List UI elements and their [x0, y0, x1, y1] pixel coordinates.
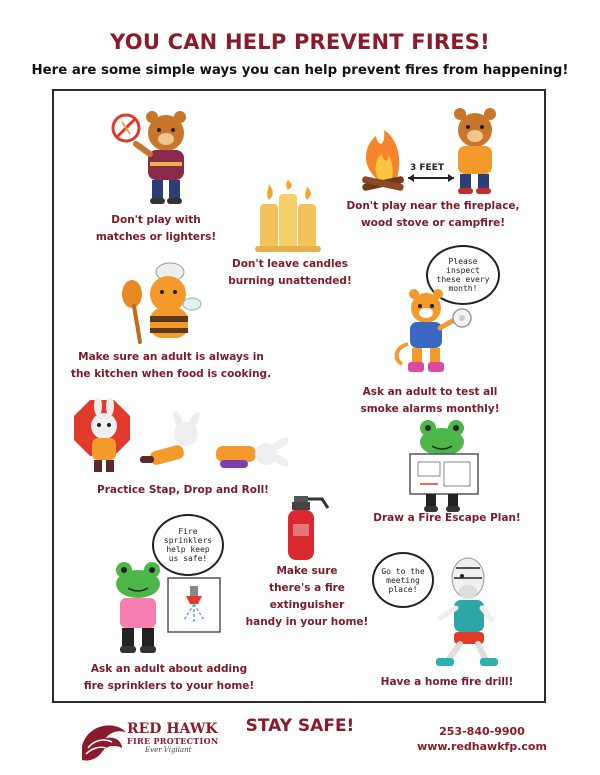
- stop-drop-roll-illustration: [74, 398, 304, 478]
- tip-candles: Don't leave candles burning unattended!: [228, 258, 352, 287]
- campfire-and-bear-illustration: [356, 106, 506, 198]
- smoke-alarm-icon: [453, 309, 471, 327]
- tip-extinguisher: Make sure there's a fire extinguisher handy in your home!: [245, 565, 369, 628]
- fire-extinguisher-icon: [282, 496, 334, 562]
- bear-with-match-illustration: [108, 108, 198, 210]
- phone-number: 253-840-9900: [439, 725, 525, 738]
- tip-smoke-alarms: Ask an adult to test all smoke alarms monthly!: [360, 386, 500, 415]
- contact-info: [402, 724, 562, 754]
- frog-escape-plan-illustration: [406, 418, 482, 514]
- company-motto: Ever Vigilant: [145, 746, 192, 754]
- campfire-icon: [362, 130, 405, 191]
- fireplace-distance-label: 3 FEET: [410, 163, 444, 173]
- website-link[interactable]: www.redhawkfp.com: [417, 740, 547, 753]
- candles-icon: [255, 180, 321, 252]
- tip-fire-drill: Have a home fire drill!: [380, 676, 514, 688]
- no-matches-icon: [113, 115, 139, 141]
- frog-sprinkler-illustration: [106, 560, 222, 660]
- company-subtitle: FIRE PROTECTION: [127, 736, 219, 746]
- company-name: RED HAWK: [127, 721, 218, 737]
- tip-sprinklers: Ask an adult about adding fire sprinklers to your home!: [83, 663, 255, 692]
- company-logo: [127, 722, 218, 755]
- tip-stop-drop-roll: Practice Stap, Drop and Roll!: [97, 484, 269, 496]
- page-subtitle: Here are some simple ways you can help prevent fires from happening!: [31, 63, 569, 78]
- tip-kitchen: Make sure an adult is always in the kitchen when food is cooking.: [70, 351, 272, 380]
- sprinkler-speech-bubble: Fire sprinklers help keep us safe!: [152, 514, 224, 576]
- meeting-place-speech-bubble: Go to the meeting place!: [372, 552, 434, 608]
- tiger-smoke-alarm-illustration: [388, 288, 480, 380]
- zebra-fire-drill-illustration: [428, 556, 500, 672]
- tip-fireplace: Don't play near the fireplace, wood stove or campfire!: [346, 200, 520, 229]
- page-title: YOU CAN HELP PREVENT FIRES!: [110, 30, 490, 54]
- stay-safe-heading: STAY SAFE!: [245, 716, 355, 736]
- tip-matches: Don't play with matches or lighters!: [95, 214, 217, 243]
- smoke-alarm-speech-bubble: Please inspect these every month!: [426, 245, 500, 305]
- chef-bee-illustration: [120, 262, 202, 346]
- tip-escape-plan: Draw a Fire Escape Plan!: [373, 512, 521, 524]
